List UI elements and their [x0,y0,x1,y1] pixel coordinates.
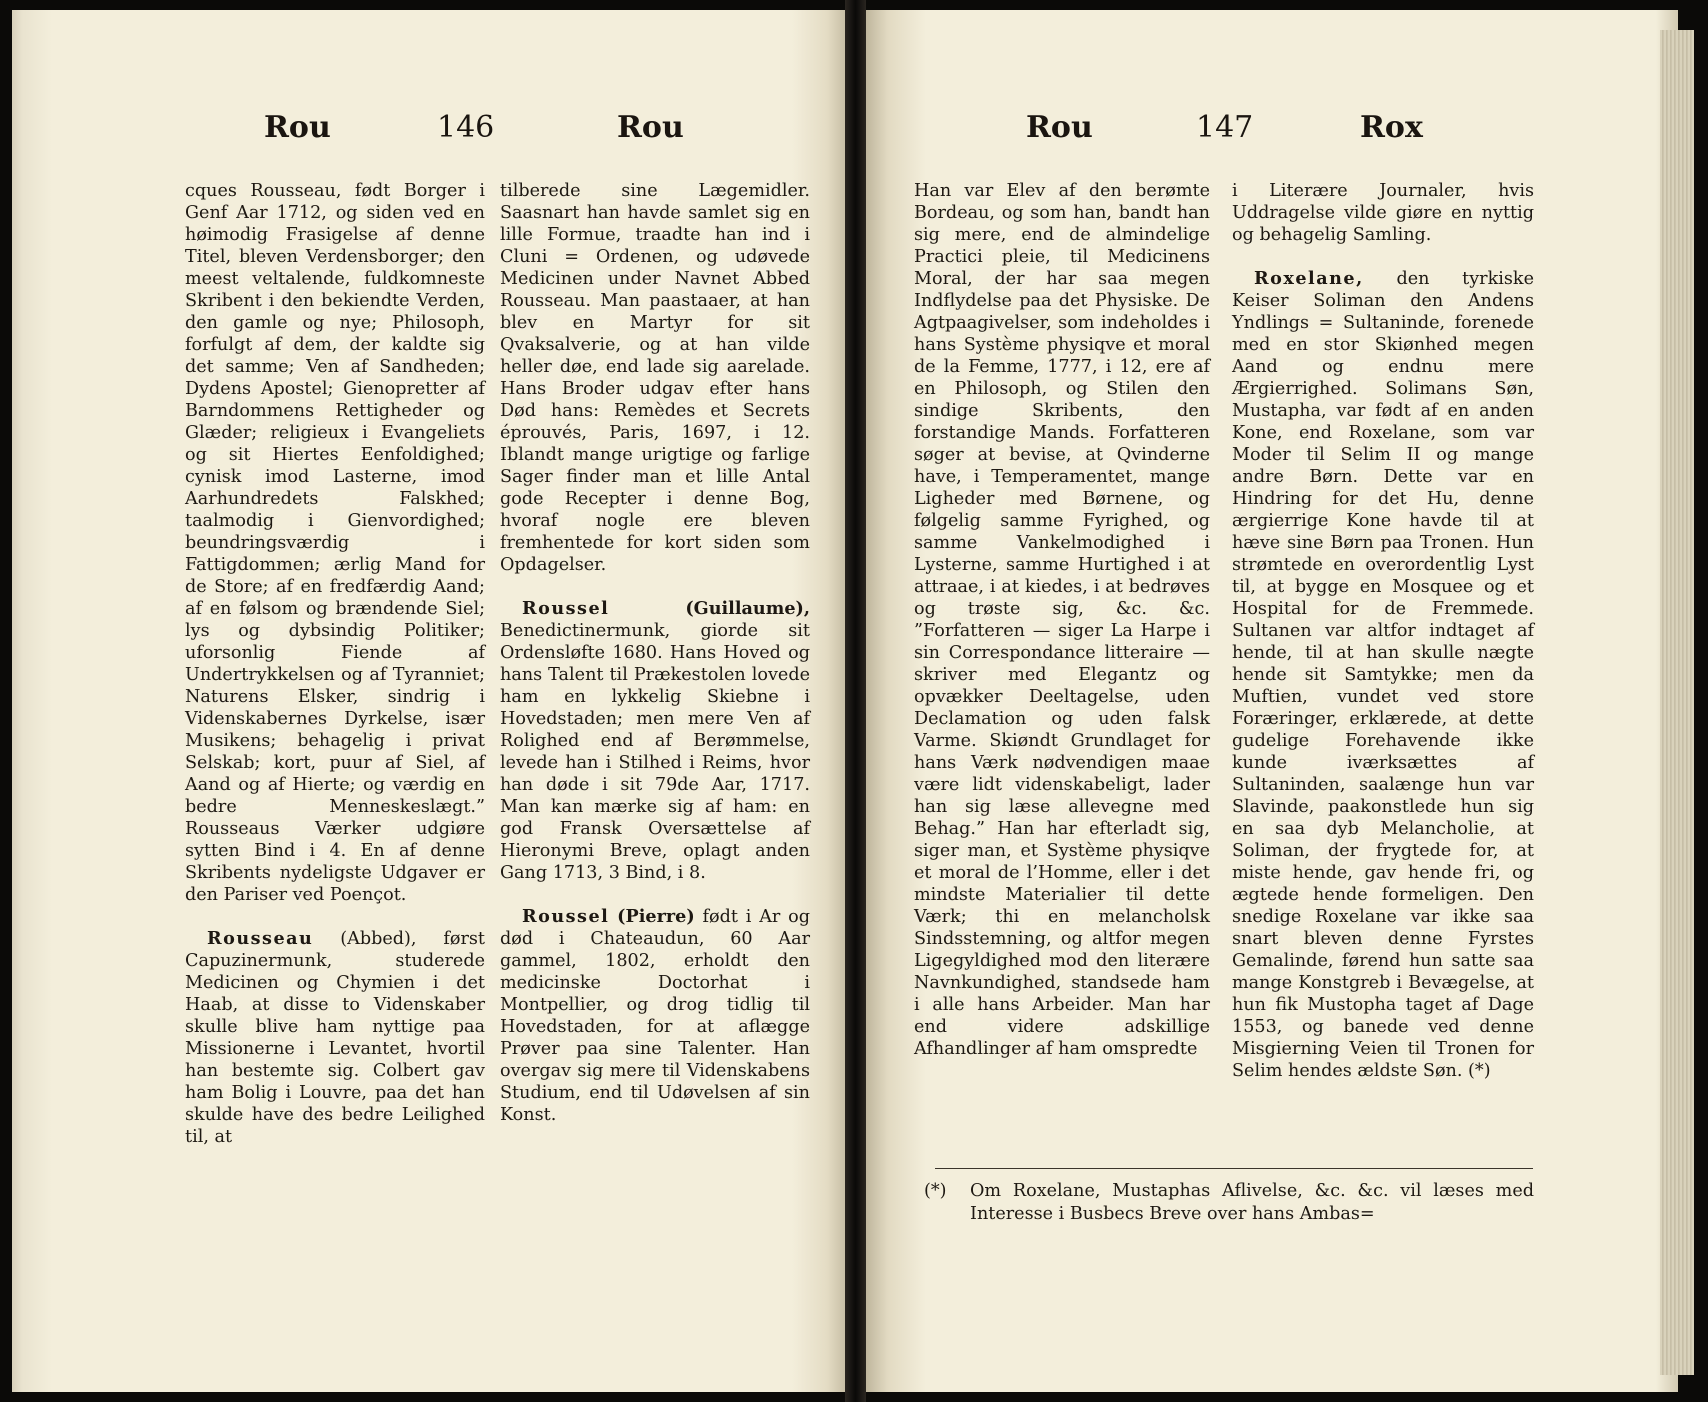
entry-text: først Capuzinermunk, studerede Medicinen og Chymien i det Haab, at disse to Videnskaber skulle blive ham nyttige paa Missionerne i Levantet, hvortil han bestemte sig. Colbert gav ham Bolig i Louvre, paa det han skulde have des bedre Leilighed til, at [185,929,486,1147]
left-head-word: Rou [264,110,331,145]
entry-roussel-pierre [500,906,810,1126]
left-column-1 [185,180,485,1148]
right-head-word: Rou [617,110,684,145]
qualifier: (Guillaume), [685,598,810,619]
page-number-147: 147 [1196,110,1254,145]
right-running-head [866,110,1678,154]
right-column-1 [914,180,1210,1060]
left-column-2 [500,180,810,1126]
left-running-head [12,110,845,154]
right-column-2 [1232,180,1534,1082]
left-page [12,10,845,1392]
continuation-text: cques Rousseau, født Borger i Genf Aar 1712, og siden ved en høimodig Frasigelse af denne Titel, bleven Verdensborger; den meest veltalende, fuldkomneste Skribent i den bekiendte Verden, den gamle og nye; Philosoph, forfulgt af dem, der kaldte sig det samme; Ven af Sandheden; Dydens Apostel; Gienopretter af Barndommens Rettigheder og Glæder; religieux i Evangeliets og sit Hiertes Eenfoldighed; cynisk imod Lasterne, imod Aarhundredets Falskhed; taalmodig i Gienvordighed; beundringsværdig i Fattigdommen; ærlig Mand for de Store; af en fredfærdig Aand; af en følsom og brændende Siel; lys og dybsindig Politiker; uforsonlig Fiende af Undertrykkelsen og af Tyranniet; Naturens Elsker, sindrig i Videnskabernes Dyrkelse, især Musikens; behagelig i privat Selskab; kort, puur af Siel, af Aand og af Hierte; og værdig en bedre Menneskeslægt.” Rousseaus Værker udgiøre sytten Bind i 4. En af denne Skribents nydeligste Udgaver er den Pariser ved Poençot. [185,181,485,905]
footnote-rule [935,1168,1533,1169]
continuation-text: i Literære Journaler, hvis Uddragelse vilde giøre en nyttig og behagelig Samling. [1232,181,1534,245]
footnote-mark: (*) [924,1181,947,1201]
entry-roxelane [1232,268,1534,1082]
qualifier: (Pierre) [617,906,695,927]
entry-text: født i Ar og død i Chateaudun, 60 Aar gammel, 1802, erholdt den medicinske Doctorhat i Montpellier, og drog tidlig til Hovedstaden, for at aflægge Prøver paa sine Talenter. Han overgav sig mere til Videnskabens Studium, end til Udøvelsen af sin Konst. [500,907,811,1125]
entry-text: den tyrkiske Keiser Soliman den Andens Yndlings = Sultaninde, forenede med en stor Skiønhed megen Aand og endnu mere Ærgierrighed. Solimans Søn, Mustapha, var født af en anden Kone, end Roxelane, som var Moder til Selim II og mange andre Børn. Dette var en Hindring for det Hu, denne ærgierrige Kone havde til at hæve sine Børn paa Tronen. Hun strømtede en overordentlig Lyst til, at bygge en Mosquee og et Hospital for de Fremmede. Sultanen var altfor indtaget af hende, til at han skulle nægte hende sit Samtykke; men da Muftien, vundet ved store Foræringer, erklærede, at dette gudelige Forehavende ikke kunde iværksættes af Sultaninden, saalænge hun var Slavinde, paakonstlede hun sig en saa dyb Melancholie, at Soliman, der frygtede for, at miste hende, gav hende fri, og ægtede hende formeligen. Den snedige Roxelane var ikke saa snart bleven denne Fyrstes Gemalinde, førend hun satte saa mange Konstgreb i Bevægelse, at hun fik Mustopha taget af Dage 1553, og banede ved denne Misgierning Veien til Tronen for Selim hendes ældste Søn. (*) [1232,269,1534,1081]
footnote [924,1180,1534,1226]
entry-roussel-guillaume [500,598,810,884]
headword: Roxelane, [1254,268,1364,289]
footnote-text: Om Roxelane, Mustaphas Aflivelse, &c. &c. vil læses med Interesse i Busbecs Breve over hans Ambas= [970,1181,1534,1224]
headword: Roussel [522,906,610,927]
page-number-146: 146 [437,110,495,145]
page-edge-stack [1660,30,1694,1375]
entry-rousseau-abbed [185,928,485,1148]
headword: Rousseau [207,928,314,949]
book-gutter [845,0,866,1402]
continuation-text: Han var Elev af den berømte Bordeau, og som han, bandt han sig mere, end de almindelige Practici pleie, til Medicinens Moral, der har saa megen Indflydelse paa det Physiske. De Agtpaagivelser, som indeholdes i hans Système physiqve et moral de la Femme, 1777, i 12, ere af en Philosoph, og Stilen den sindige Skribents, den forstandige Mands. Forfatteren søger at bevise, at Qvinderne have, i Temperamentet, mange Ligheder med Børnene, og følgelig samme Fyrighed, og samme Vankelmodighed i Lysterne, samme Hurtighed i at attraae, i at kiedes, i at bedrøves og trøste sig, &c. &c. ”Forfatteren — siger La Harpe i sin Correspondance litteraire — skriver med Elegantz og opvækker Deeltagelse, uden Declamation og uden falsk Varme. Skiøndt Grundlaget for hans Værk nødvendigen maae være lidt videnskabeligt, lader han sig læse allevegne med Behag.” Han har efterladt sig, siger man, et Système physiqve et moral de l’Homme, eller i det mindste Materialier til dette Værk; thi en melancholsk Sindsstemning, og altfor megen Ligegyldighed mod den literære Navnkundighed, standsede ham i alle hans Arbeider. Man har end videre adskillige Afhandlinger af ham omspredte [914,181,1210,1059]
right-head-word: Rox [1360,110,1423,145]
continuation-text: tilberede sine Lægemidler. Saasnart han havde samlet sig en lille Formue, traadte han ind i Cluni = Ordenen, og udøvede Medicinen under Navnet Abbed Rousseau. Man paastaaer, at han blev en Martyr for sit Qvaksalverie, og at han vilde heller døe, end lade sig aarelade. Hans Broder udgav efter hans Død hans: Remèdes et Secrets éprouvés, Paris, 1697, i 12. Iblandt mange urigtige og farlige Sager finder man et lille Antal gode Recepter i denne Bog, hvoraf nogle ere bleven fremhentede for kort siden som Opdagelser. [500,181,810,575]
qualifier: (Abbed), [340,929,417,949]
entry-text: Benedictinermunk, giorde sit Ordensløfte 1680. Hans Hoved og hans Talent til Prækestolen lovede ham en lykkelig Skiebne i Hovedstaden; men mere Ven af Rolighed end af Berømmelse, levede han i Stilhed i Reims, hvor han døde i sit 79de Aar, 1717. Man kan mærke sig af ham: en god Fransk Oversættelse af Hieronymi Breve, oplagt anden Gang 1713, 3 Bind, i 8. [500,621,810,883]
headword: Roussel [522,598,610,619]
left-head-word: Rou [1026,110,1093,145]
